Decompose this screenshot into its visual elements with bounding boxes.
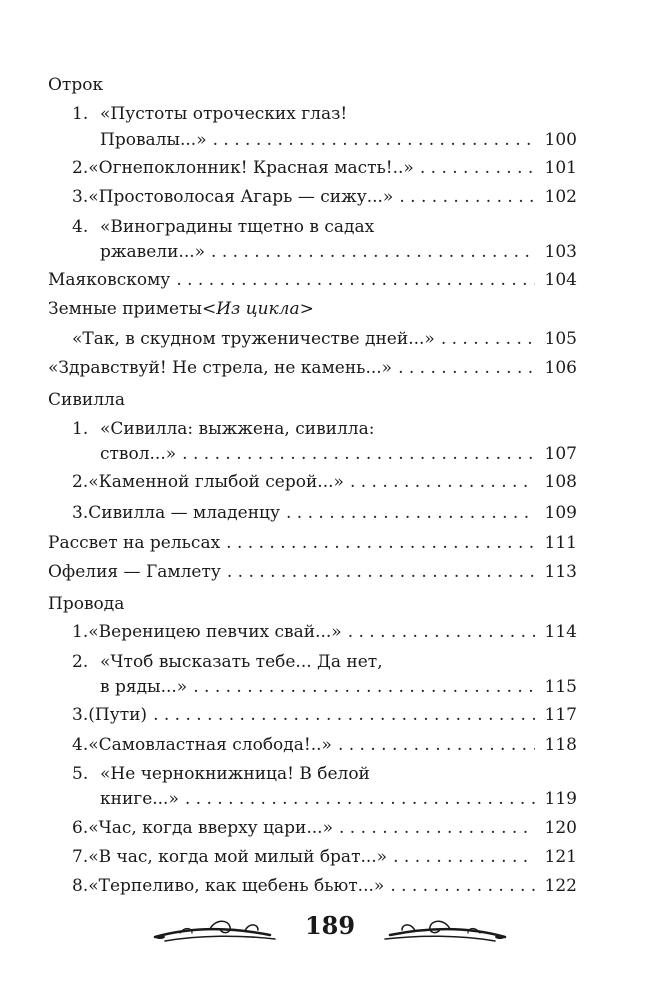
toc-entry: 2. «Огнепоклонник! Красная масть!..» . . . 101 (72, 158, 577, 184)
leader-dots (393, 847, 535, 867)
page-number: 101 (544, 158, 577, 178)
page-footer (150, 905, 510, 955)
leader-dots (182, 444, 535, 464)
leader-dots (339, 818, 535, 838)
page-number: 102 (544, 187, 577, 207)
page-number: 118 (544, 735, 577, 755)
page-number: 119 (544, 789, 577, 809)
leader-dots (193, 677, 535, 697)
toc-entry: 1. «Пустоты отроческих глаз! (72, 104, 348, 124)
leader-dots (286, 503, 535, 523)
page-number: 115 (544, 677, 577, 697)
page-number: 104 (544, 270, 577, 290)
toc-entry: 8. «Терпеливо, как щебень бьют...» . . . 122 (72, 876, 577, 902)
page-number: 106 (544, 358, 577, 378)
toc-entry: в ряды...» . . . 115 (100, 677, 577, 703)
leader-dots (227, 562, 535, 582)
page-number: 109 (544, 503, 577, 523)
toc-entry: «Здравствуй! Не стрела, не камень...» . . . 106 (48, 358, 577, 384)
page-number: 100 (544, 130, 577, 150)
page-number-footer: 189 (304, 911, 356, 940)
page-number: 113 (544, 562, 577, 582)
toc-entry: 1. «Вереницею певчих свай...» . . . 114 (72, 622, 577, 648)
section-title: Провода (48, 594, 125, 614)
toc-entry: 7. «В час, когда мой милый брат...» . . . 121 (72, 847, 577, 873)
toc-entry: 4. «Виноградины тщетно в садах (72, 217, 375, 237)
leader-dots (398, 358, 535, 378)
page-number: 114 (544, 622, 577, 642)
page-number: 117 (544, 705, 577, 725)
page-number: 107 (544, 444, 577, 464)
leader-dots (390, 876, 535, 896)
toc-entry: 2. «Чтоб высказать тебе... Да нет, (72, 652, 383, 672)
toc-entry: 5. «Не чернокнижница! В белой (72, 764, 370, 784)
toc-entry: Провалы...» . . . 100 (100, 130, 577, 156)
leader-dots (211, 242, 535, 262)
toc-entry: 3. Сивилла — младенцу . . . 109 (72, 503, 577, 529)
page-number: 108 (544, 472, 577, 492)
toc-entry: ствол...» . . . 107 (100, 444, 577, 470)
leader-dots (213, 130, 535, 150)
section-title: Отрок (48, 75, 104, 95)
toc-entry: 1. «Сивилла: выжжена, сивилла: (72, 419, 375, 439)
section-title: Земные приметы <Из цикла> (48, 299, 314, 319)
toc-entry: Рассвет на рельсах . . . 111 (48, 533, 577, 559)
toc-entry: 2. «Каменной глыбой серой...» . . . 108 (72, 472, 577, 498)
toc-entry: 3. «Простоволосая Агарь — сижу...» . . . 102 (72, 187, 577, 213)
leader-dots (226, 533, 535, 553)
page-number: 121 (544, 847, 577, 867)
section-title: Сивилла (48, 390, 125, 410)
toc-entry: Маяковскому . . . 104 (48, 270, 577, 296)
toc-entry: 6. «Час, когда вверху цари...» . . . 120 (72, 818, 577, 844)
leader-dots (153, 705, 535, 725)
leader-dots (185, 789, 535, 809)
page-number: 105 (544, 329, 577, 349)
toc-entry: «Так, в скудном труженичестве дней...» . . . 105 (72, 329, 577, 355)
page-number: 120 (544, 818, 577, 838)
leader-dots (350, 472, 535, 492)
toc-entry: 4. «Самовластная слобода!..» . . . 118 (72, 735, 577, 761)
toc-entry: Офелия — Гамлету . . . 113 (48, 562, 577, 588)
leader-dots (399, 187, 535, 207)
leader-dots (348, 622, 535, 642)
toc-entry: книге...» . . . 119 (100, 789, 577, 815)
page-number: 111 (544, 533, 577, 553)
leader-dots (338, 735, 535, 755)
page-number: 103 (544, 242, 577, 262)
leader-dots (441, 329, 535, 349)
toc-entry: 3. (Пути) . . . 117 (72, 705, 577, 731)
leader-dots (176, 270, 535, 290)
toc-entry: ржавели...» . . . 103 (100, 242, 577, 268)
page-number: 122 (544, 876, 577, 896)
leader-dots (420, 158, 535, 178)
